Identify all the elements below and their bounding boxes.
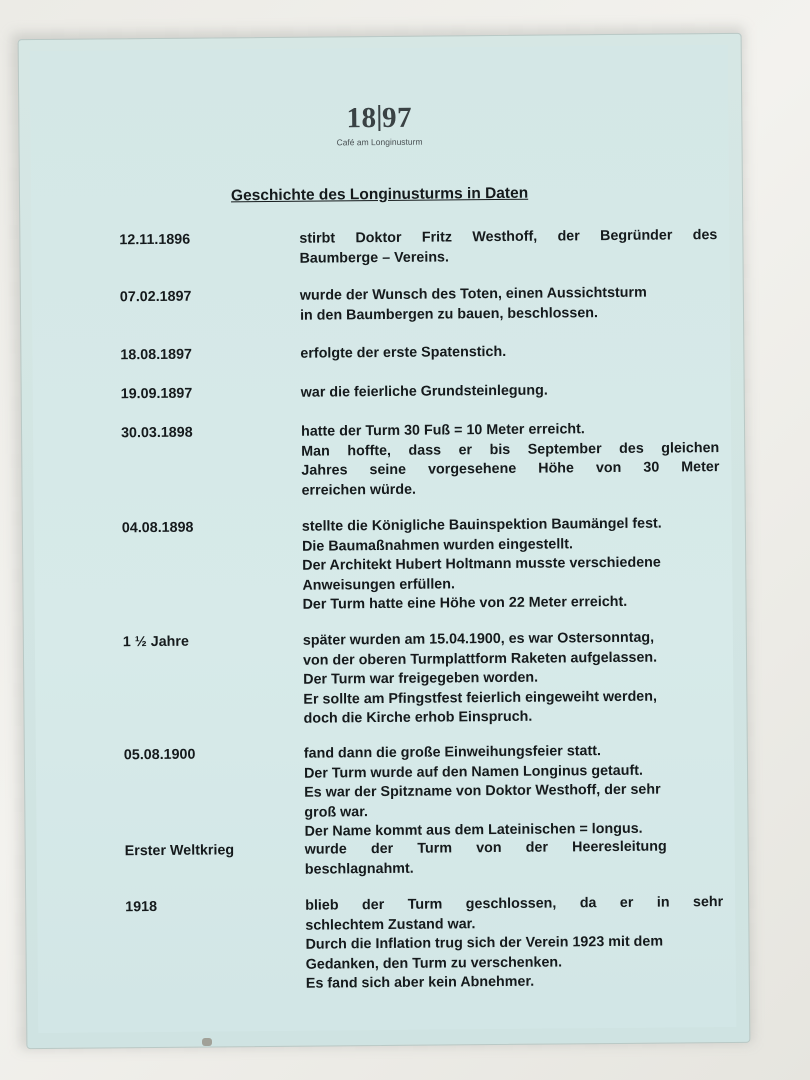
entry-text (304, 741, 723, 842)
entry-line: stellte die Königliche Bauinspektion Baumängel fest. (301, 515, 662, 535)
entry-line: von der oberen Turmplattform Raketen aufgelassen. (302, 649, 658, 669)
entry-line: wurde der Turm von der Heeresleitung (304, 838, 667, 858)
entry-line: Die Baumaßnahmen wurden eingestellt. (301, 535, 574, 555)
entry-date: 19.09.1897 (120, 385, 193, 403)
entry-line: doch die Kirche erhob Einspruch. (303, 708, 533, 727)
logo-subtitle: Café am Longinusturm (336, 136, 423, 148)
timeline-entry (32, 283, 730, 324)
entry-text (300, 341, 718, 364)
entry-line: Der Turm hatte eine Höhe von 22 Meter erreicht. (302, 593, 628, 613)
entry-line: beschlagnahmt. (304, 860, 414, 878)
entry-date: 12.11.1896 (119, 231, 191, 249)
timeline-entry (33, 380, 731, 403)
entry-line: hatte der Turm 30 Fuß = 10 Meter erreicht. (300, 421, 585, 440)
entry-line: schlechtem Zustand war. (305, 915, 476, 934)
entry-line: Der Name kommt aus dem Lateinischen = longus. (304, 820, 643, 840)
entry-line: Anweisungen erfüllen. (302, 575, 455, 594)
entry-line: war die feierliche Grundsteinlegung. (300, 382, 548, 401)
entry-line: Es fand sich aber kein Abnehmer. (305, 973, 535, 992)
entry-date: 07.02.1897 (119, 288, 192, 306)
entry-line: stirbt Doktor Fritz Westhoff, der Begründer des (299, 227, 718, 247)
timeline-entry (37, 893, 735, 992)
entry-text (305, 893, 724, 994)
timeline-entry (36, 741, 734, 840)
timeline-entry (32, 341, 730, 364)
entry-date: 18.08.1897 (120, 346, 193, 364)
entry-line: Es war der Spitzname von Doktor Westhoff, der sehr (304, 781, 661, 801)
cafe-logo (30, 99, 728, 150)
entry-line: Baumberge – Vereins. (299, 248, 450, 267)
timeline-entry (34, 514, 732, 613)
logo-year (30, 99, 728, 138)
entry-line: später wurden am 15.04.1900, es war Ostersonntag, (302, 629, 655, 649)
entry-line: fand dann die große Einweihungsfeier statt. (303, 743, 602, 762)
timeline-entry (33, 419, 731, 499)
entry-text (301, 380, 719, 403)
entry-line: Jahres seine vorgesehene Höhe von 30 Meter (301, 459, 720, 479)
entry-date: 30.03.1898 (120, 424, 193, 442)
entry-text (300, 283, 718, 326)
entry-date: 04.08.1898 (121, 519, 194, 537)
entry-date: 05.08.1900 (123, 746, 196, 764)
history-sheet (30, 45, 737, 1033)
entry-line: Der Turm war freigegeben worden. (303, 669, 539, 688)
entry-line: Gedanken, den Turm zu verschenken. (305, 953, 563, 973)
wall-mark (202, 1038, 212, 1046)
entry-date: 1918 (125, 898, 158, 916)
entry-text (303, 628, 722, 729)
logo-year-right: 97 (381, 101, 413, 134)
entry-line: erfolgte der erste Spatenstich. (300, 343, 507, 362)
entry-line: Man hoffte, dass er bis September des gleichen (301, 439, 720, 460)
sheet-title: Geschichte des Longinusturms in Daten (230, 184, 529, 205)
entry-line: Er sollte am Pfingstfest feierlich eingeweiht werden, (303, 688, 657, 708)
entry-line: erreichen würde. (301, 481, 417, 499)
entry-line: blieb der Turm geschlossen, da er in sehr (305, 894, 724, 914)
entry-line: Durch die Inflation trug sich der Verein 1923 mit dem (305, 933, 664, 953)
logo-year-left: 18 (346, 102, 377, 135)
entry-text (299, 226, 717, 269)
timeline-entry (31, 226, 729, 267)
entry-text (305, 838, 667, 880)
entry-line: groß war. (304, 803, 369, 821)
entry-line: Der Turm wurde auf den Namen Longinus getauft. (303, 762, 644, 782)
entry-line: wurde der Wunsch des Toten, einen Aussichtsturm (299, 284, 647, 304)
entry-line: in den Baumbergen zu bauen, beschlossen. (299, 304, 599, 324)
logo-divider (378, 105, 380, 131)
entry-text (302, 514, 721, 615)
entry-date: 1 ½ Jahre (122, 633, 189, 651)
timeline-entry (35, 628, 733, 727)
entry-text (301, 419, 720, 501)
entry-line: Der Architekt Hubert Holtmann musste verschiedene (302, 554, 661, 574)
entry-date: Erster Weltkrieg (124, 842, 235, 860)
